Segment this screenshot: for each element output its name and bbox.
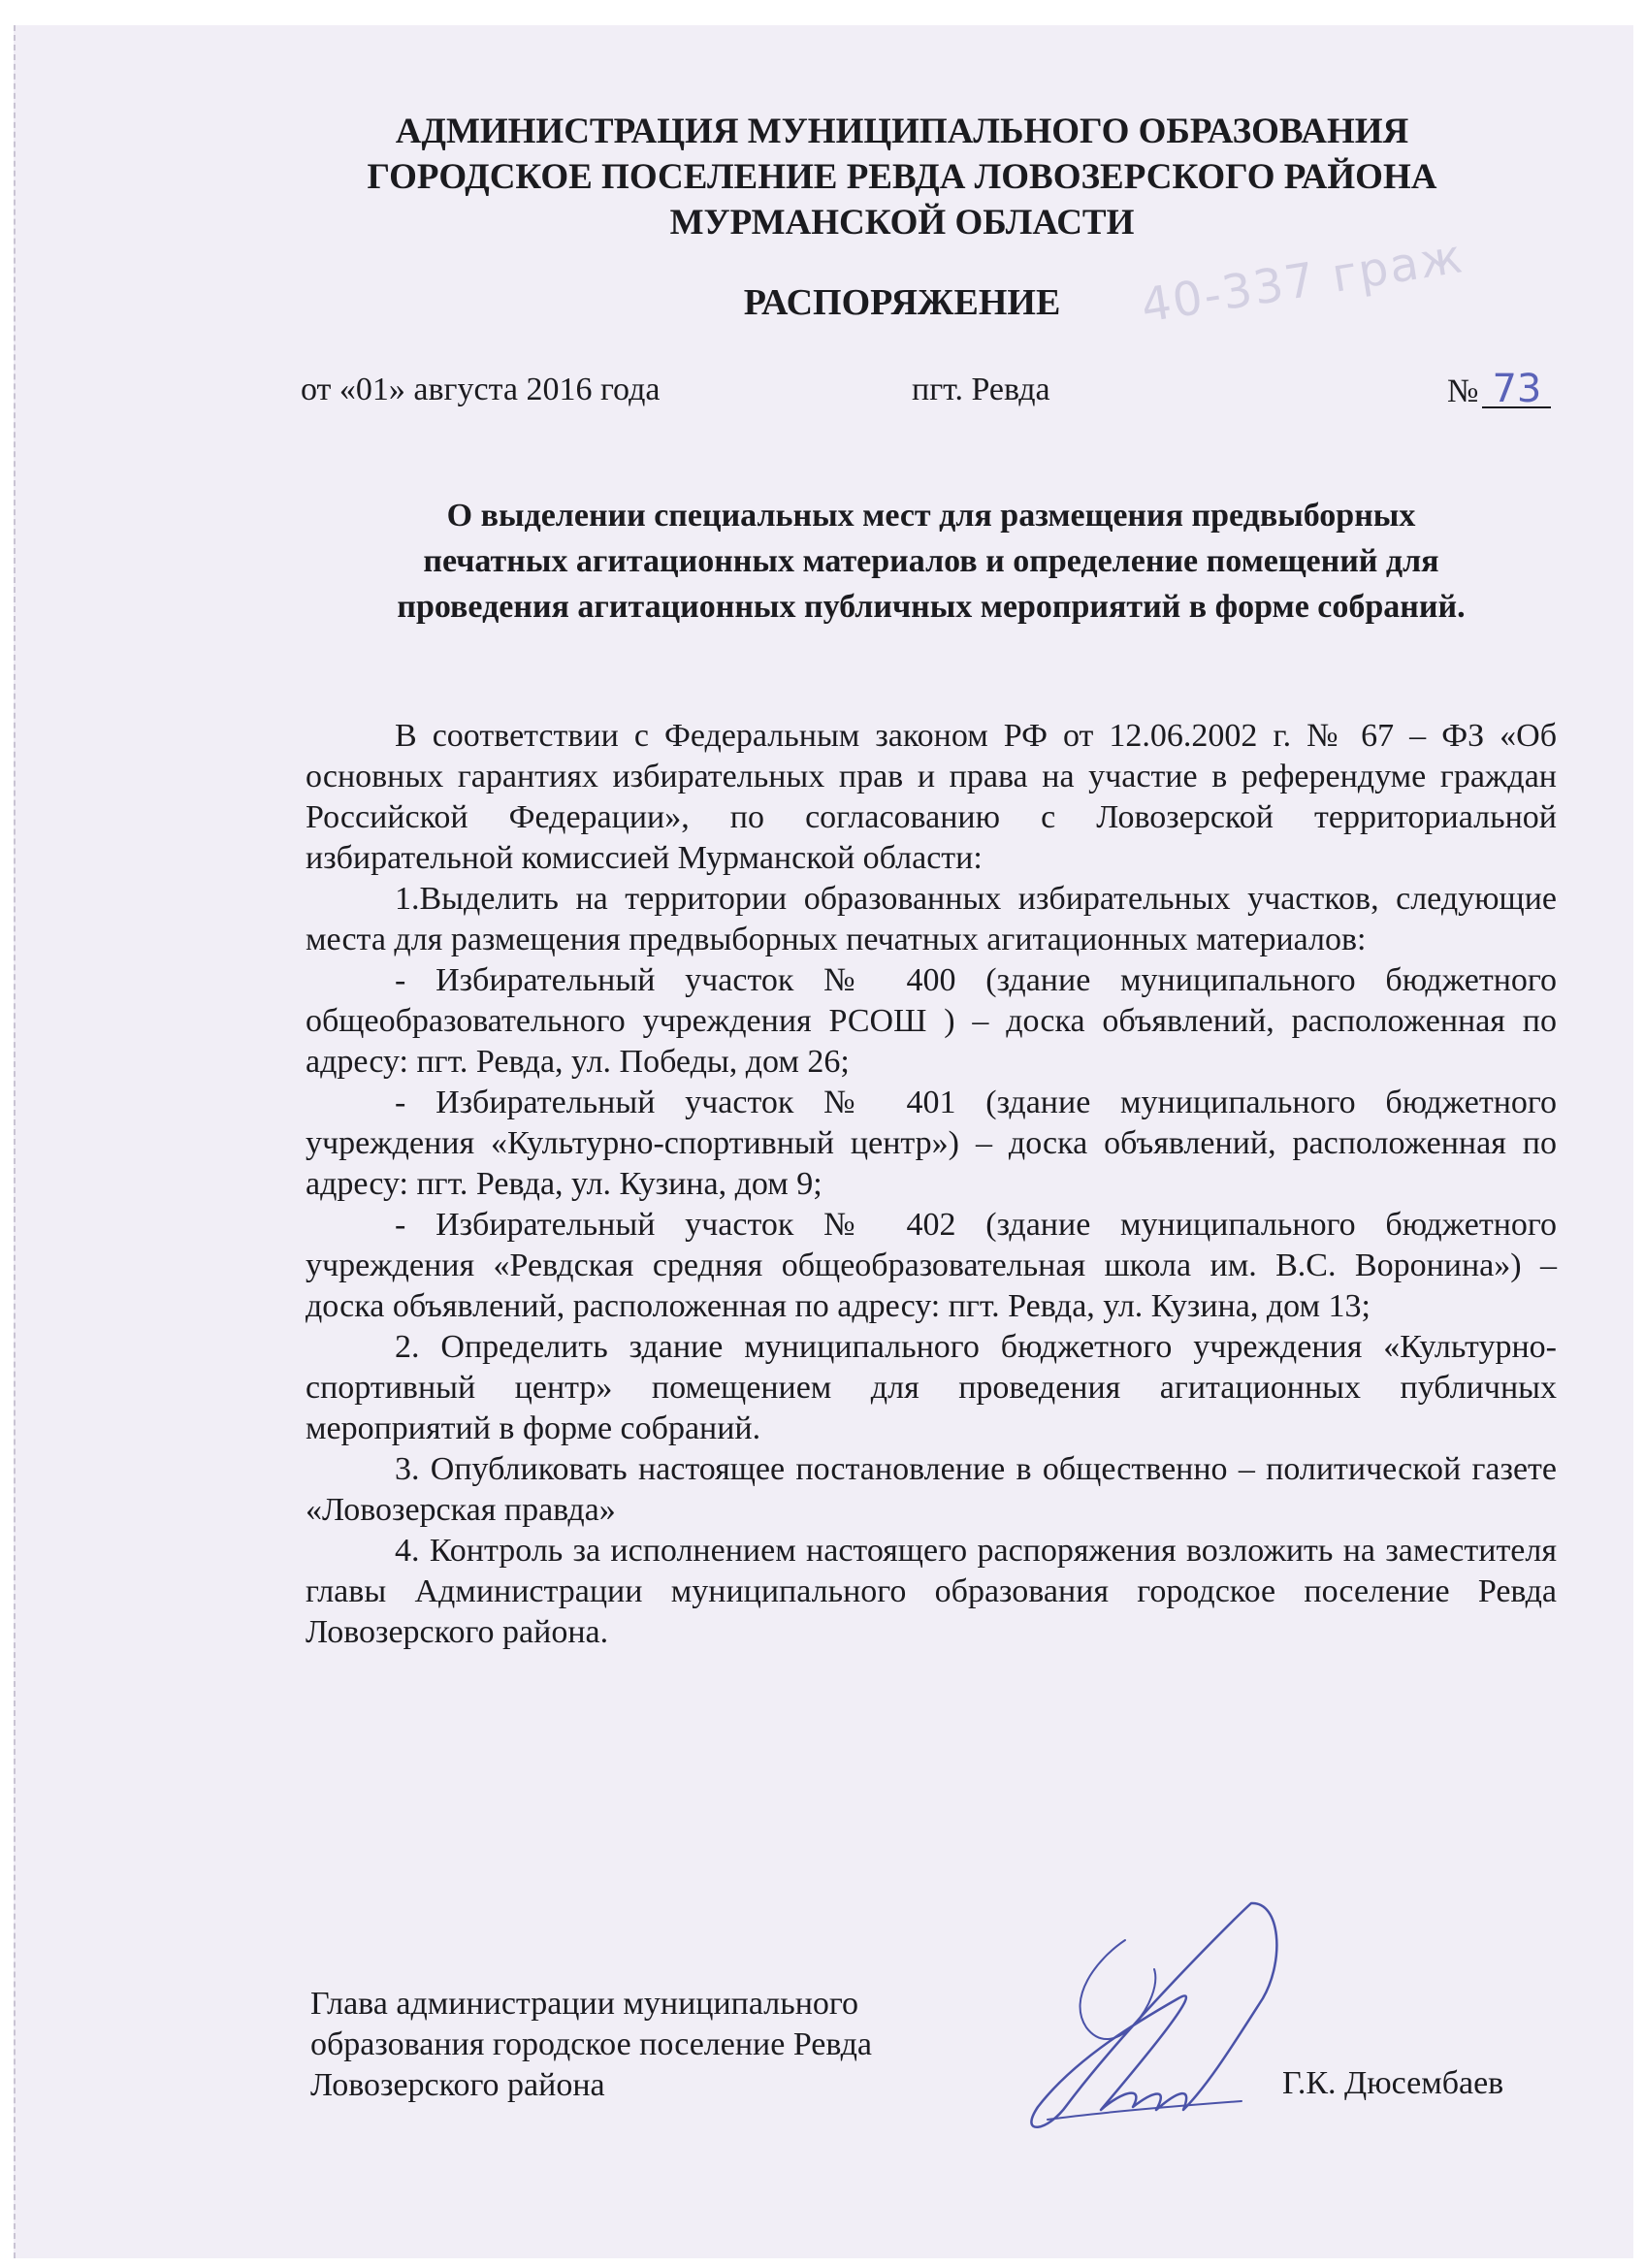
handwritten-signature (1009, 1882, 1300, 2154)
precinct-402-paragraph: - Избирательный участок № 402 (здание муниципального бюджетного учреждения «Ревдская средняя общеобразовательная школа им. В.С. Воронина») – доска объявлений, расположенная по адресу: пгт. Ревда, ул. Кузина, дом 13; (306, 1207, 1557, 1324)
document-body (306, 716, 1557, 1653)
document-subject (301, 493, 1562, 630)
item-2-paragraph: 2. Определить здание муниципального бюджетного учреждения «Культурно-спортивный центр» помещением для проведения агитационных публичных мероприятий в форме собраний. (306, 1329, 1557, 1446)
document-type-title: РАСПОРЯЖЕНИЕ (743, 282, 1061, 323)
registration-stamp: 40-337 граж (1137, 229, 1468, 334)
header-line-2: ГОРОДСКОЕ ПОСЕЛЕНИЕ РЕВДА ЛОВОЗЕРСКОГО РАЙОНА (367, 157, 1437, 197)
document-place: пгт. Ревда (912, 372, 1050, 407)
subject-line-2: печатных агитационных материалов и определение помещений для (423, 543, 1439, 579)
header-line-1: АДМИНИСТРАЦИЯ МУНИЦИПАЛЬНОГО ОБРАЗОВАНИЯ (395, 112, 1409, 151)
precinct-401-paragraph: - Избирательный участок № 401 (здание муниципального бюджетного учреждения «Культурно-спортивный центр») – доска объявлений, расположенная по адресу: пгт. Ревда, ул. Кузина, дом 9; (306, 1085, 1557, 1202)
subject-line-1: О выделении специальных мест для размещения предвыборных (446, 498, 1416, 534)
signatory-line-2: образования городское поселение Ревда (310, 2026, 872, 2062)
item-1-paragraph: 1.Выделить на территории образованных избирательных участков, следующие места для размещения предвыборных печатных агитационных материалов: (306, 881, 1557, 957)
document-date: от «01» августа 2016 года (301, 372, 661, 407)
signature-flourish (1081, 1940, 1156, 2039)
signature-underline (1048, 2101, 1242, 2120)
organization-header (301, 109, 1503, 245)
document-number (1447, 367, 1551, 411)
number-label: № (1447, 373, 1479, 409)
preamble-paragraph: В соответствии с Федеральным законом РФ от 12.06.2002 г. № 67 – ФЗ «Об основных гарантиях избирательных прав и права на участие в референдуме граждан Российской Федерации», по согласованию с Ловозерской территориальной избирательной комиссией Мурманской области: (306, 718, 1557, 876)
item-4-paragraph: 4. Контроль за исполнением настоящего распоряжения возложить на заместителя главы Администрации муниципального образования городское поселение Ревда Ловозерского района. (306, 1533, 1557, 1650)
signatory-title (310, 1984, 872, 2106)
signatory-line-1: Глава администрации муниципального (310, 1986, 859, 2022)
precinct-400-paragraph: - Избирательный участок № 400 (здание муниципального бюджетного общеобразовательного учреждения РСОШ ) – доска объявлений, расположенная по адресу: пгт. Ревда, ул. Победы, дом 26; (306, 962, 1557, 1080)
subject-line-3: проведения агитационных публичных мероприятий в форме собраний. (397, 589, 1466, 625)
signature-stroke (1031, 1903, 1276, 2127)
signer-name: Г.К. Дюсембаев (1282, 2065, 1504, 2101)
item-3-paragraph: 3. Опубликовать настоящее постановление в общественно – политической газете «Ловозерская правда» (306, 1451, 1557, 1528)
number-value: 73 (1482, 372, 1551, 408)
signatory-line-3: Ловозерского района (310, 2067, 605, 2103)
header-line-3: МУРМАНСКОЙ ОБЛАСТИ (669, 203, 1135, 243)
